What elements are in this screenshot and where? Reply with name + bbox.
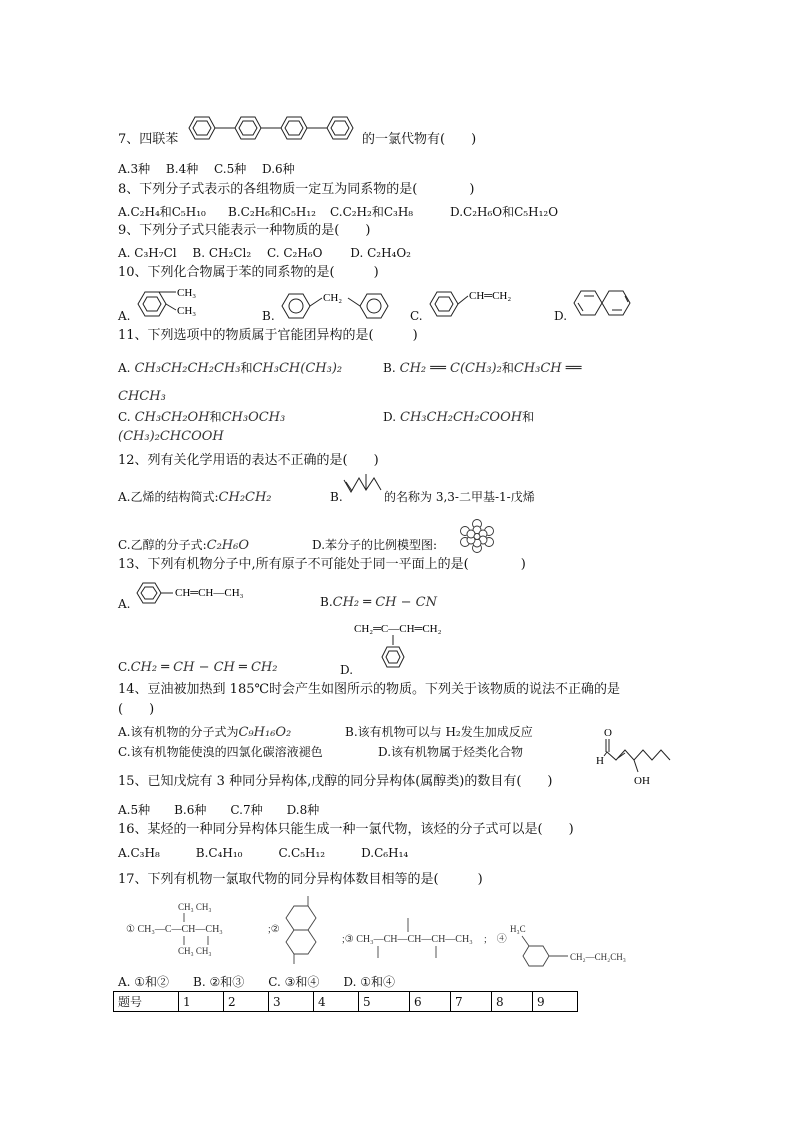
q11-a-formula1: CH₃CH₂CH₂CH₃ [134, 361, 241, 376]
q14-h-label: H [596, 755, 604, 767]
q10-c-sub: CH═CH₂ [469, 290, 512, 302]
q11-option-b-label: B. [383, 361, 396, 375]
q14-o-label: O [604, 727, 612, 739]
q13-d-structure [352, 618, 472, 676]
q7-stem-post: 的一氯代物有( ) [362, 132, 477, 147]
q11-d-formula1: CH₃CH₂CH₂COOH [400, 410, 523, 425]
q11-option-a-label: A. [118, 361, 131, 375]
answer-cell-8[interactable]: 8 [492, 992, 533, 1012]
q13-a-text: CH═CH—CH₃ [175, 587, 244, 599]
q17-options: A. ①和② B. ②和③ C. ③和④ D. ①和④ [118, 975, 395, 989]
q11-stem: 11、下列选项中的物质属于官能团异构的是( ) [118, 328, 418, 343]
q17-s2-label: ;② [268, 924, 280, 935]
q11-c-and: 和 [209, 410, 222, 424]
q11-b-formula2: CH₃CH ══ [513, 361, 582, 376]
q7-number: 7、 [118, 132, 140, 147]
q11-a-and: 和 [240, 361, 253, 375]
answer-cell-4[interactable]: 4 [314, 992, 359, 1012]
answer-cell-7[interactable]: 7 [451, 992, 492, 1012]
q12-a-formula: CH₂CH₂ [218, 490, 272, 505]
q15-stem: 15、已知戊烷有 3 种同分异构体,戊醇的同分异构体(属醇类)的数目有( ) [118, 774, 553, 789]
q11-b-formula3: CHCH₃ [118, 389, 166, 404]
o-xylene-structure [132, 284, 212, 324]
q16-options: A.C₃H₈ B.C₄H₁₀ C.C₅H₁₂ D.C₆H₁₄ [118, 846, 409, 860]
quaterphenyl-structure [185, 113, 360, 143]
q10-option-b-label: B. [262, 309, 275, 323]
q9-stem: 9、下列分子式只能表示一种物质的是( ) [118, 223, 371, 238]
answer-cell-5[interactable]: 5 [359, 992, 410, 1012]
q8-option-a: A.C₂H₄和C₅H₁₀ [118, 205, 206, 219]
answer-cell-1[interactable]: 1 [179, 992, 224, 1012]
q17-structures [118, 888, 648, 970]
q12-option-b-text: 的名称为 3,3-二甲基-1-戊烯 [384, 490, 535, 504]
q8-option-c: C.C₂H₂和C₃H₈ [330, 205, 414, 219]
q11-d-and: 和 [522, 410, 535, 424]
q14-option-d: D.该有机物属于烃类化合物 [378, 745, 524, 759]
q14-option-b: B.该有机物可以与 H₂发生加成反应 [345, 725, 533, 739]
q17-s4-chain: CH₂—CH₂CH₃ [570, 952, 626, 962]
q8-stem: 8、下列分子式表示的各组物质一定互为同系物的是( ) [118, 182, 475, 197]
q10-stem: 10、下列化合物属于苯的同系物的是( ) [118, 265, 379, 280]
q9-options: A. C₃H₇Cl B. CH₂Cl₂ C. C₂H₆O D. C₂H₄O₂ [118, 246, 411, 260]
styrene-structure [424, 282, 544, 322]
q11-option-c-label: C. [118, 410, 131, 424]
q12-c-formula: C₂H₆O [206, 538, 249, 553]
q10-a-sub2: CH₃ [177, 305, 197, 317]
q17-s4-h3c: H₃C [510, 924, 526, 934]
q8-option-d: D.C₂H₆O和C₅H₁₂O [450, 205, 559, 219]
q13-option-c-label: C. [118, 660, 131, 674]
benzene-space-filling-model [459, 519, 495, 553]
q14-oh-label: OH [634, 775, 650, 787]
q8-option-b: B.C₂H₆和C₅H₁₂ [228, 205, 316, 219]
q13-option-d-label: D. [340, 663, 354, 677]
q17-s3: ;③ CH₃—CH—CH—CH—CH₃ [342, 934, 473, 945]
q11-b-formula1: CH₂ ══ C(CH₃)₂ [399, 361, 502, 376]
q16-stem: 16、某烃的一种同分异构体只能生成一种一氯代物，该烃的分子式可以是( ) [118, 822, 574, 837]
q12-stem: 12、列有关化学用语的表达不正确的是( ) [118, 453, 379, 468]
q11-c-formula2: CH₃OCH₃ [221, 410, 286, 425]
q13-stem: 13、下列有机物分子中,所有原子不可能处于同一平面上的是( ) [118, 557, 526, 572]
q11-a-formula2: CH₃CH(CH₃)₂ [252, 361, 343, 376]
q13-c-formula: CH₂ ═ CH − CH ═ CH₂ [130, 660, 278, 675]
q11-option-d-label: D. [383, 410, 397, 424]
q13-option-a-label: A. [118, 597, 131, 611]
q12-option-a-text: A.乙烯的结构简式: [118, 490, 219, 504]
q11-c-formula1: CH₃CH₂OH [134, 410, 210, 425]
answer-table-row [114, 992, 578, 1012]
q14-a-formula: C₉H₁₆O₂ [238, 725, 292, 740]
q14-paren: ( ) [118, 702, 155, 717]
answer-cell-2[interactable]: 2 [224, 992, 269, 1012]
answer-cell-3[interactable]: 3 [269, 992, 314, 1012]
answer-table-header: 题号 [114, 992, 179, 1012]
q17-stem: 17、下列有机物一氯取代物的同分异构体数目相等的是( ) [118, 872, 483, 887]
diphenylmethane-structure [276, 284, 396, 324]
q11-b-and: 和 [501, 361, 514, 375]
q7-stem-pre: 四联苯 [139, 132, 179, 147]
q12-option-d-text: D.苯分子的比例模型图: [312, 538, 438, 552]
answer-table [113, 991, 578, 1012]
q10-option-a-label: A. [118, 309, 131, 323]
q10-a-sub1: CH₃ [177, 287, 197, 299]
q15-options: A.5种 B.6种 C.7种 D.8种 [118, 803, 320, 817]
q12-option-c-text: C.乙醇的分子式: [118, 538, 207, 552]
hydroxy-enal-structure [594, 724, 676, 790]
q13-a-structure [133, 578, 283, 608]
skeletal-alkene-structure [342, 470, 384, 500]
q10-b-sub: CH₂ [323, 292, 343, 304]
q17-s1-bottom: CH₃ CH₃ [178, 946, 212, 956]
q14-option-c: C.该有机物能使溴的四氯化碳溶液褪色 [118, 745, 323, 759]
answer-cell-6[interactable]: 6 [410, 992, 451, 1012]
q10-option-c-label: C. [410, 309, 423, 323]
q12-option-b-label: B. [330, 490, 343, 504]
q7-options: A.3种 B.4种 C.5种 D.6种 [118, 162, 295, 176]
q13-option-b-label: B. [320, 595, 333, 609]
q14-stem: 14、豆油被加热到 185℃时会产生如图所示的物质。下列关于该物质的说法不正确的是 [118, 682, 621, 697]
naphthalene-structure [570, 286, 632, 320]
q13-b-formula: CH₂ ═ CH − CN [332, 595, 437, 610]
q17-s4-label: ; ④ [484, 934, 507, 945]
answer-cell-9[interactable]: 9 [533, 992, 578, 1012]
q11-d-formula2: (CH₃)₂CHCOOH [118, 429, 224, 444]
q17-s1-top: CH₃ CH₃ [178, 902, 212, 912]
q14-option-a-text: A.该有机物的分子式为 [118, 725, 239, 739]
q10-option-d-label: D. [554, 309, 568, 323]
q13-d-text: CH₂═C—CH═CH₂ [354, 623, 442, 635]
q17-s1: ① CH₃—C—CH—CH₃ [126, 924, 223, 935]
